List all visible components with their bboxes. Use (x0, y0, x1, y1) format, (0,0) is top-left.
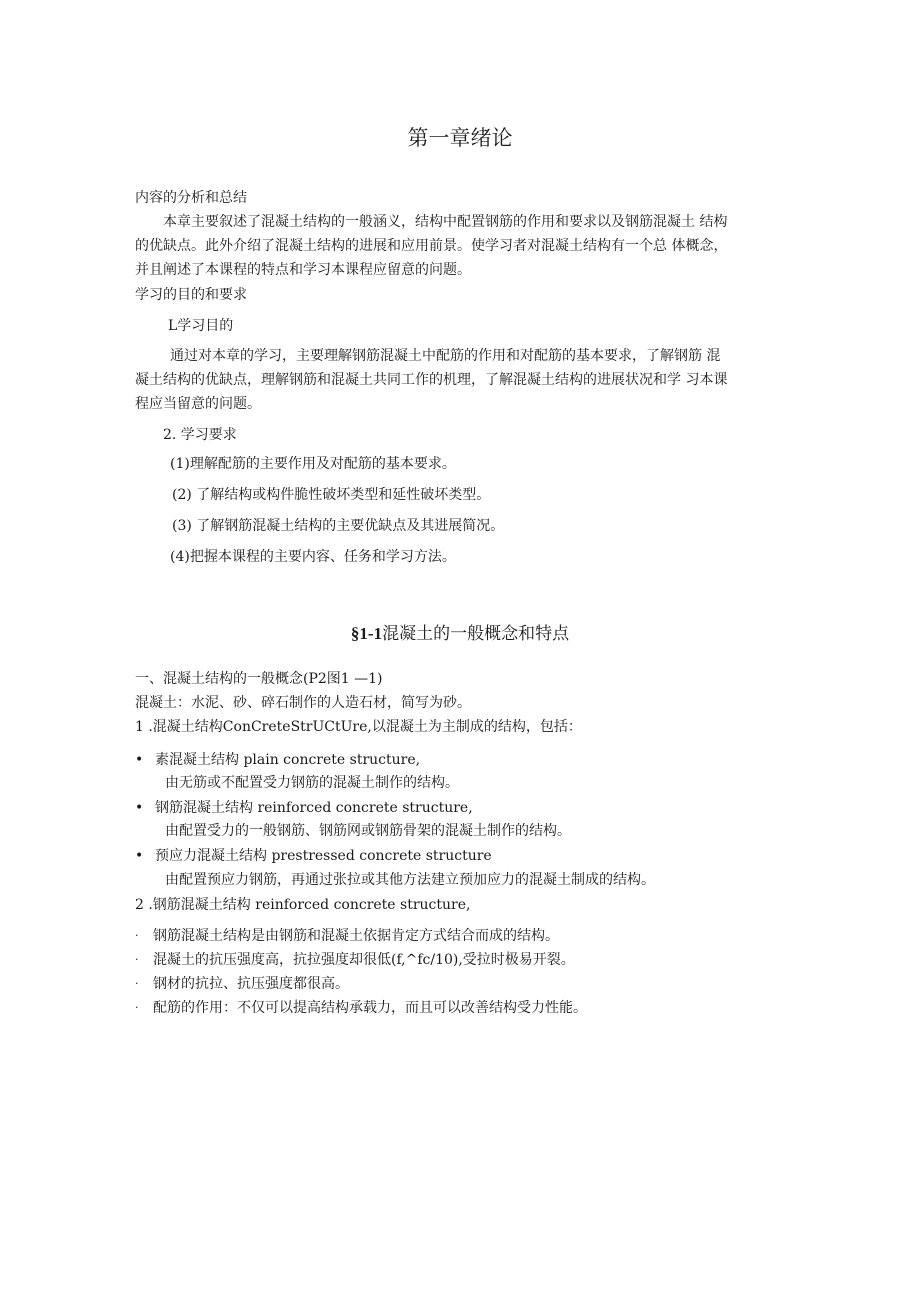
structure-type-name: 钢筋混凝土结构 reinforced concrete structure, (155, 800, 473, 816)
section-title (0, 622, 920, 646)
point-item: 混凝土的抗压强度高，抗拉强度却很低(f,^fc/10),受拉时极易开裂。 (153, 952, 575, 968)
intro-line: 一、混凝土结构的一般概念(P2图1 —1) (135, 671, 383, 687)
requirement-item: (3) 了解钢筋混凝土结构的主要优缺点及其进展简况。 (172, 518, 505, 534)
summary-line: 并且阐述了本课程的特点和学习本课程应留意的问题。 (135, 262, 471, 278)
structure-type-name: 预应力混凝土结构 prestressed concrete structure (155, 848, 492, 864)
requirement-item: (1)理解配筋的主要作用及对配筋的基本要求。 (170, 456, 456, 472)
point-item: 钢材的抗拉、抗压强度都很高。 (153, 976, 349, 992)
bullet-icon: · (135, 929, 139, 942)
item-2: 2 .钢筋混凝土结构 reinforced concrete structure, (135, 897, 471, 913)
section-title-text: 混凝土的一般概念和特点 (382, 624, 570, 644)
purpose-line: 程应当留意的问题。 (135, 396, 261, 412)
summary-line: 的优缺点。此外介绍了混凝土结构的进展和应用前景。使学习者对混凝土结构有一个总 体概念， (135, 238, 728, 254)
bullet-icon: • (135, 800, 144, 816)
structure-type-desc: 由配置预应力钢筋，再通过张拉或其他方法建立预加应力的混凝土制成的结构。 (165, 872, 655, 888)
purpose-heading: L学习目的 (168, 318, 234, 334)
summary-heading: 内容的分析和总结 (135, 190, 247, 206)
bullet-icon: • (135, 752, 144, 768)
bullet-icon: · (135, 953, 139, 966)
structure-type-desc: 由无筋或不配置受力钢筋的混凝土制作的结构。 (165, 775, 459, 791)
point-item: 配筋的作用：不仅可以提高结构承载力，而且可以改善结构受力性能。 (153, 1000, 587, 1016)
bullet-icon: · (135, 1001, 139, 1014)
purpose-line: 通过对本章的学习，主要理解钢筋混凝土中配筋的作用和对配筋的基本要求，了解钢筋 混 (170, 348, 721, 364)
bullet-icon: • (135, 848, 144, 864)
point-item: 钢筋混凝土结构是由钢筋和混凝土依据肯定方式结合而成的结构。 (153, 928, 559, 944)
requirement-item: (2) 了解结构或构件脆性破坏类型和延性破坏类型。 (172, 487, 491, 503)
requirement-item: (4)把握本课程的主要内容、任务和学习方法。 (170, 549, 456, 565)
intro-line: 1 .混凝土结构ConCreteStrUCtUre,以混凝土为主制成的结构，包括： (135, 719, 582, 735)
intro-line: 混凝土：水泥、砂、碎石制作的人造石材，简写为砂。 (135, 695, 471, 711)
requirements-heading: 2. 学习要求 (163, 427, 237, 443)
summary-line: 本章主要叙述了混凝土结构的一般涵义，结构中配置钢筋的作用和要求以及钢筋混凝土 结构 (163, 214, 728, 230)
structure-type-desc: 由配置受力的一般钢筋、钢筋网或钢筋骨架的混凝土制作的结构。 (165, 823, 571, 839)
chapter-title: 第一章绪论 (407, 126, 513, 150)
purpose-line: 凝土结构的优缺点，理解钢筋和混凝土共同工作的机理，了解混凝土结构的进展状况和学 习本课 (135, 372, 728, 388)
structure-type-name: 素混凝土结构 plain concrete structure, (155, 752, 421, 768)
section-number: §1-1 (350, 624, 383, 643)
goals-heading: 学习的目的和要求 (135, 287, 247, 303)
bullet-icon: · (135, 977, 139, 990)
